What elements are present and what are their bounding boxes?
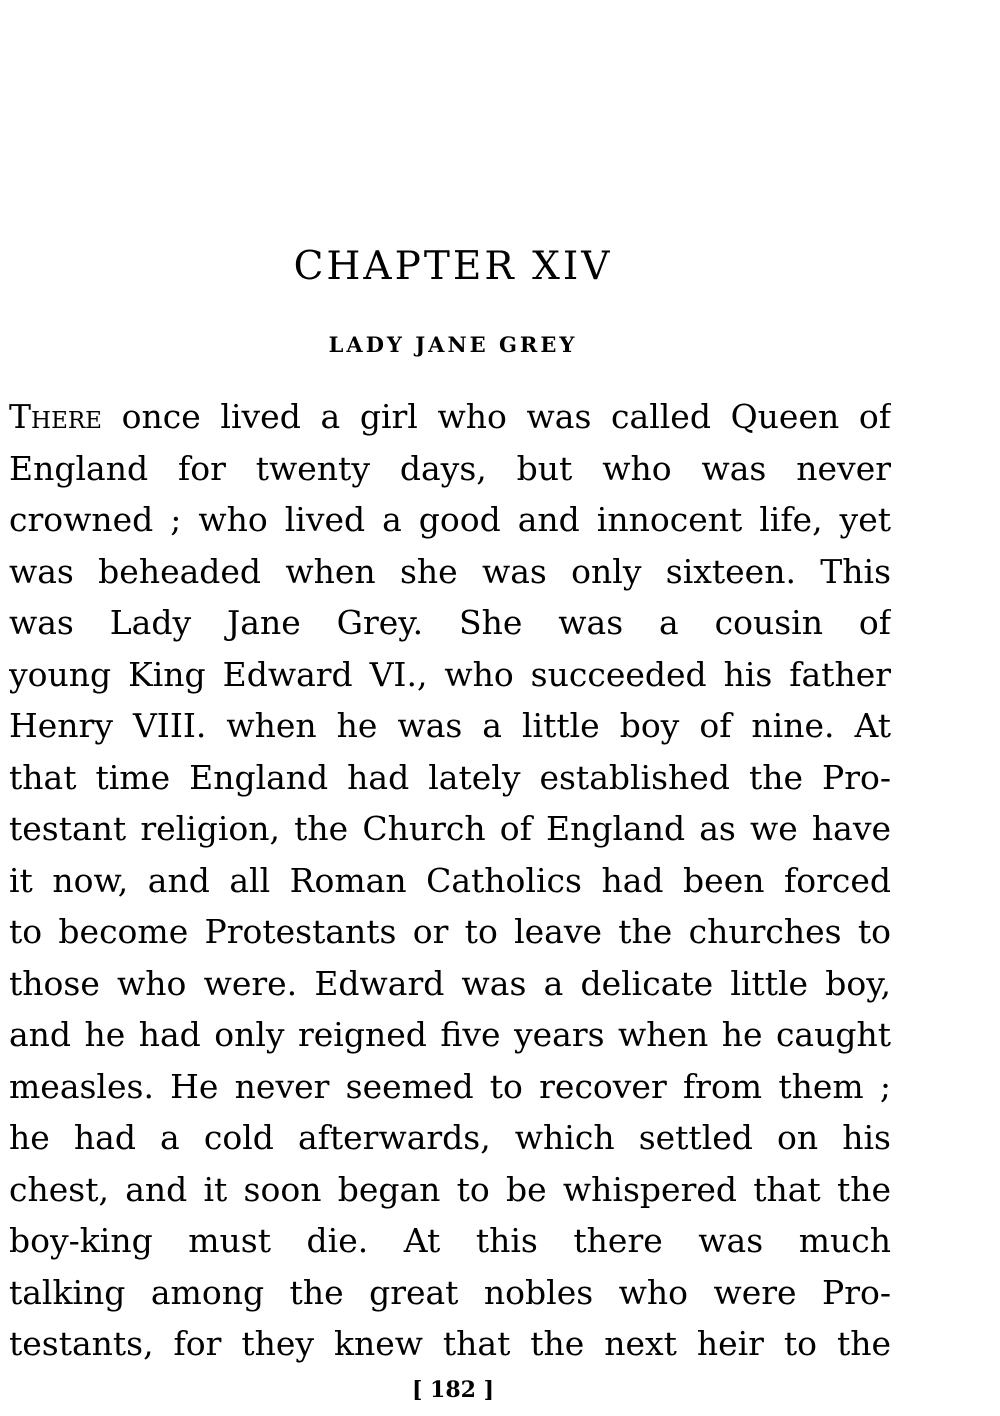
text-line-8: that time England had lately established the Pro- — [9, 757, 891, 797]
text-line-15: he had a cold afterwards, which settled on his — [9, 1118, 891, 1157]
text-line-13: and he had only reigned five years when he caught — [9, 1015, 891, 1054]
text-line-3: crowned ; who lived a good and innocent life, yet — [9, 500, 891, 539]
body-text — [9, 391, 891, 1370]
page-number: [ 182 ] — [411, 1377, 495, 1403]
text-line-4: was beheaded when she was only sixteen. This — [9, 551, 891, 591]
text-line-17: boy-king must die. At this there was much — [9, 1221, 891, 1260]
text-line-18: talking among the great nobles who were Pro- — [9, 1272, 891, 1312]
text-line-9: testant religion, the Church of England as we have — [9, 809, 891, 848]
text-line-7: Henry VIII. when he was a little boy of nine. At — [9, 706, 891, 745]
text-line-2: England for twenty days, but who was never — [9, 448, 891, 488]
text-line-12: those who were. Edward was a delicate little boy, — [9, 963, 891, 1003]
chapter-subtitle: LADY JANE GREY — [328, 332, 578, 357]
text-line-19: testants, for they knew that the next heir to the — [9, 1324, 891, 1363]
first-word: There — [9, 397, 102, 436]
text-line-11: to become Protestants or to leave the churches to — [9, 912, 891, 951]
text-line-10: it now, and all Roman Catholics had been forced — [9, 860, 891, 900]
text-line-5: was Lady Jane Grey. She was a cousin of — [9, 603, 891, 642]
text-line-6: young King Edward VI., who succeeded his father — [9, 654, 891, 694]
text-line-16: chest, and it soon began to be whispered that the — [9, 1169, 891, 1209]
text-line-1 — [9, 391, 891, 443]
text-line-1-rest: once lived a girl who was called Queen of — [101, 397, 891, 436]
chapter-heading: CHAPTER XIV — [293, 244, 613, 289]
text-line-14: measles. He never seemed to recover from them ; — [9, 1066, 891, 1106]
